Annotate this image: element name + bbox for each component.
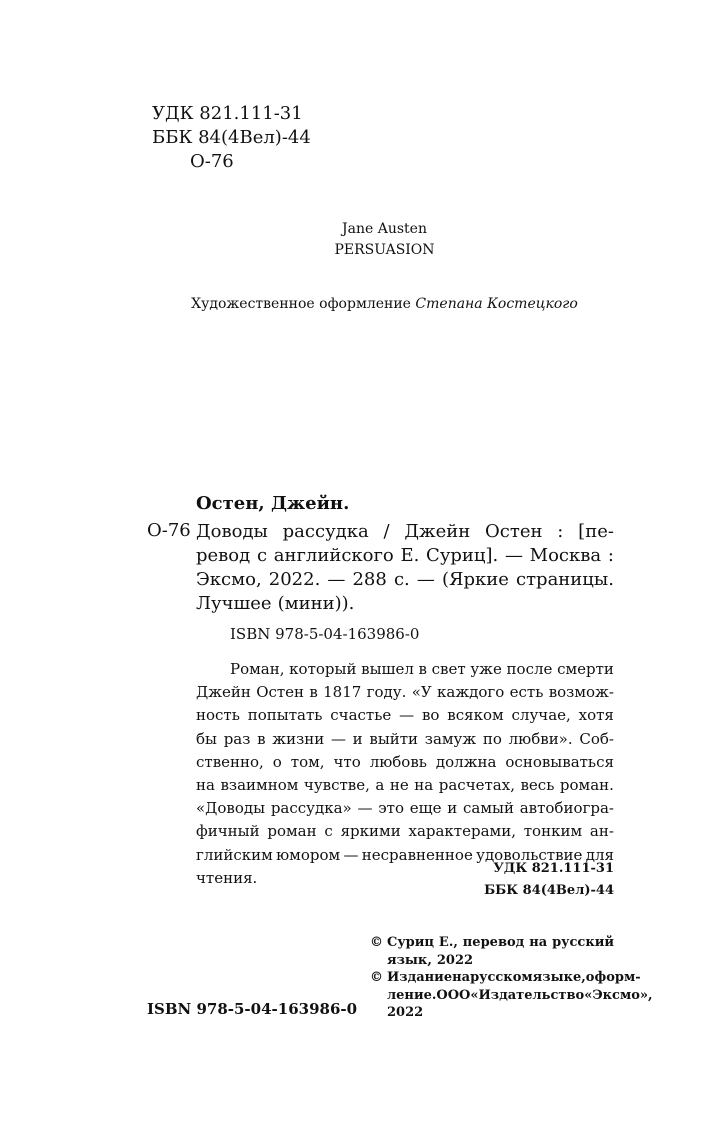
copyright-symbol: ©: [370, 970, 383, 986]
entry-line: [196, 568, 614, 592]
entry-word: рассудка: [282, 521, 369, 542]
annotation-word: любви».: [508, 729, 573, 748]
entry-word: Суриц].: [426, 545, 499, 566]
annotation-word: году.: [366, 683, 407, 702]
copyright-line: [387, 969, 641, 987]
annotation-line: [196, 797, 614, 820]
copyright-word: оформ-: [585, 970, 641, 986]
entry-word: —: [327, 569, 346, 590]
annotation-word: Остен: [256, 683, 305, 702]
credit-prefix: Художественное оформление: [191, 296, 411, 312]
annotation-word: Джейн: [196, 683, 251, 702]
author-mark: О-76: [190, 151, 234, 172]
annotation-line: [196, 820, 614, 843]
annotation-line: [196, 728, 614, 751]
annotation-word: каждого: [437, 683, 505, 702]
annotation-word: который: [289, 660, 357, 678]
annotation-line: [196, 704, 614, 727]
annotation-word: возмож-: [548, 683, 614, 702]
entry-word: [пе-: [578, 521, 614, 542]
annotation-word: несравненное: [361, 845, 473, 864]
entry-word: (Яркие: [441, 569, 509, 590]
annotation-word: —: [357, 799, 373, 818]
original-title-block: [0, 219, 709, 261]
copyright-word: «Эксмо»,: [584, 987, 653, 1003]
design-credit: [0, 296, 709, 312]
annotation-line: [196, 751, 614, 774]
catalog-entry: [196, 520, 614, 616]
annotation-word: ность: [196, 706, 240, 725]
copyright-word: на: [529, 935, 548, 950]
copyright-line: [387, 1004, 614, 1022]
annotation-word: глийским: [196, 845, 273, 864]
entry-word: /: [383, 521, 390, 542]
annotation-word: роман.: [559, 775, 614, 794]
copyright-word: язык,: [387, 952, 432, 968]
entry-line: [196, 544, 614, 568]
copyright-word: русский: [552, 935, 614, 950]
annotation-word: после: [506, 660, 553, 678]
annotation: [196, 658, 614, 890]
annotation-word: Соб-: [579, 729, 614, 748]
annotation-word: любовь: [369, 752, 427, 771]
annotation-word: фичный: [196, 822, 260, 841]
bottom-isbn: ISBN 978-5-04-163986-0: [147, 1000, 358, 1018]
annotation-word: тонким: [523, 822, 583, 841]
annotation-word: случае,: [511, 706, 571, 725]
annotation-line: [196, 774, 614, 797]
copyright-word: ООО: [436, 987, 471, 1003]
annotation-word: уже: [470, 660, 502, 678]
annotation-word: Роман,: [230, 660, 285, 678]
bottom-bbk: ББК 84(4Вел)-44: [484, 883, 614, 898]
copyright-line: [387, 987, 653, 1005]
entry-word: с.: [393, 569, 410, 590]
annotation-word: —: [343, 845, 359, 864]
copyright-block: [370, 934, 653, 1022]
annotation-word: в: [418, 660, 427, 678]
copyright-word: русском: [470, 970, 533, 986]
copyright-line: [387, 952, 614, 970]
copyright-symbol: ©: [370, 935, 383, 950]
annotation-word: с: [324, 822, 333, 841]
annotation-word: роман: [267, 822, 317, 841]
entry-word: 288: [352, 569, 387, 590]
annotation-word: самый: [463, 799, 514, 818]
annotation-word: основываться: [505, 752, 614, 771]
annotation-word: 1817: [323, 683, 362, 702]
annotation-word: и: [447, 799, 458, 818]
annotation-word: бы: [196, 729, 217, 748]
entry-word: :: [607, 545, 614, 566]
entry-word: английского: [273, 545, 394, 566]
copyright-word: 2022: [387, 1005, 424, 1021]
annotation-word: всяком: [447, 706, 504, 725]
annotation-word: выйти: [369, 729, 419, 748]
copyright-word: Издание: [387, 970, 453, 986]
classification-block: [152, 102, 311, 174]
annotation-word: расчетах,: [438, 775, 515, 794]
entry-line: [196, 592, 614, 616]
annotation-word: во: [421, 706, 440, 725]
copyright-word: Суриц: [387, 935, 435, 950]
entry-word: —: [416, 569, 435, 590]
annotation-word: яркими: [340, 822, 401, 841]
annotation-word: ан-: [589, 822, 614, 841]
annotation-word: на: [196, 775, 215, 794]
annotation-word: в: [309, 683, 318, 702]
copyright-word: 2022: [436, 952, 474, 968]
copyright-word: языке,: [532, 970, 586, 986]
bbk-code: ББК 84(4Вел)-44: [152, 127, 311, 148]
bottom-udk: УДК 821.111-31: [493, 861, 614, 876]
entry-word: :: [557, 521, 564, 542]
entry-word: —: [504, 545, 523, 566]
annotation-word: вышел: [361, 660, 414, 678]
entry-word: Москва: [529, 545, 602, 566]
copyright-word: ление.: [387, 987, 437, 1003]
annotation-word: свет: [431, 660, 466, 678]
annotation-word: в: [257, 729, 266, 748]
entry-word: страницы.: [516, 569, 614, 590]
annotation-word: замуж: [424, 729, 477, 748]
annotation-word: —: [399, 706, 415, 725]
annotation-word: «Доводы: [196, 799, 266, 818]
entry-word: (мини)).: [277, 593, 355, 614]
annotation-word: для: [585, 845, 614, 864]
annotation-word: хотя: [578, 706, 614, 725]
annotation-line: [196, 658, 614, 681]
entry-word: Е.: [400, 545, 420, 566]
entry-word: Доводы: [196, 521, 268, 542]
annotation-word: по: [482, 729, 502, 748]
annotation-word: еще: [409, 799, 442, 818]
annotation-word: есть: [509, 683, 544, 702]
entry-word: с: [256, 545, 268, 566]
annotation-word: —: [330, 729, 346, 748]
entry-word: Эксмо,: [196, 569, 262, 590]
annotation-word: должна: [435, 752, 497, 771]
catalog-code: О-76: [147, 520, 191, 541]
annotation-word: смерти: [557, 660, 614, 678]
original-author: Jane Austen: [342, 221, 427, 237]
entry-word: Джейн: [404, 521, 471, 542]
annotation-word: счастье: [330, 706, 392, 725]
entry-word: Лучшее: [196, 593, 272, 614]
annotation-word: не: [389, 775, 409, 794]
annotation-word: удовольствие: [476, 845, 583, 864]
annotation-word: а: [375, 775, 385, 794]
annotation-word: чтения.: [196, 868, 258, 887]
annotation-line: [196, 681, 614, 704]
annotation-word: чувстве,: [303, 775, 370, 794]
annotation-word: характерами,: [408, 822, 516, 841]
annotation-word: о: [272, 752, 282, 771]
entry-word: 2022.: [268, 569, 321, 590]
annotation-word: ственно,: [196, 752, 264, 771]
entry-line: [196, 520, 614, 544]
catalog-author-heading: Остен, Джейн.: [196, 493, 350, 514]
copyright-word: Е.,: [438, 935, 458, 950]
copyright-item: [370, 934, 614, 969]
entry-word: ревод: [196, 545, 251, 566]
udk-code: УДК 821.111-31: [152, 103, 303, 124]
annotation-word: том,: [290, 752, 325, 771]
original-title: PERSUASION: [334, 242, 435, 258]
annotation-word: это: [378, 799, 404, 818]
annotation-word: раз: [223, 729, 251, 748]
copyright-item: [370, 969, 653, 1022]
bottom-classification: [460, 858, 614, 902]
annotation-word: и: [352, 729, 363, 748]
annotation-word: весь: [520, 775, 555, 794]
entry-word: Остен: [485, 521, 543, 542]
annotation-word: рассудка»: [270, 799, 352, 818]
copyright-word: «Издательство: [470, 987, 585, 1003]
catalog-isbn: ISBN 978-5-04-163986-0: [230, 625, 420, 643]
annotation-word: автобиогра-: [519, 799, 614, 818]
annotation-word: попытать: [247, 706, 323, 725]
annotation-word: жизни: [272, 729, 325, 748]
annotation-word: что: [333, 752, 361, 771]
copyright-word: перевод: [462, 935, 525, 950]
annotation-word: на: [414, 775, 434, 794]
annotation-word: взаимном: [220, 775, 299, 794]
annotation-word: «У: [411, 683, 432, 702]
illustrator-name: Степана Костецкого: [415, 296, 578, 312]
annotation-word: юмором: [276, 845, 341, 864]
copyright-word: на: [452, 970, 471, 986]
copyright-line: [387, 934, 614, 952]
